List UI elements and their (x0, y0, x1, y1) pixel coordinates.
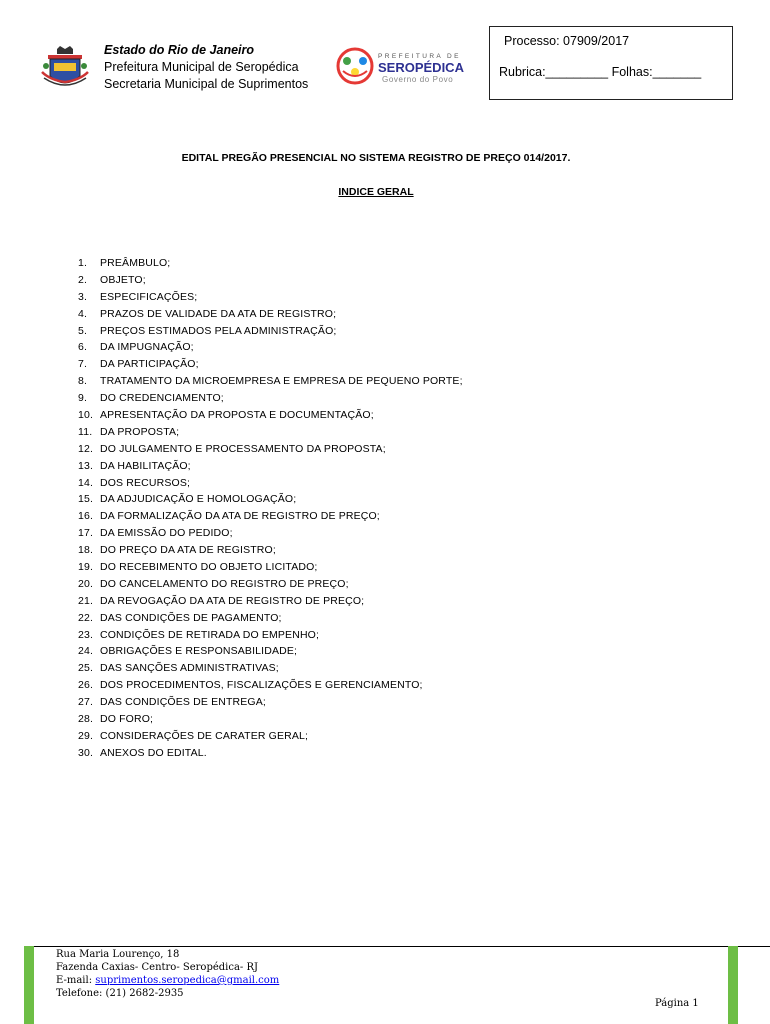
index-item (78, 694, 463, 711)
index-item-number: 14. (78, 476, 94, 489)
footer-bar-left (24, 946, 34, 1024)
prefeitura-name: Prefeitura Municipal de Seropédica (104, 60, 299, 74)
footer-bar-right (728, 946, 738, 1024)
index-item-text: DOS PROCEDIMENTOS, FISCALIZAÇÕES E GERENCIAMENTO; (100, 679, 423, 692)
footer-email-label: E-mail: (56, 975, 96, 986)
index-item (78, 441, 463, 458)
index-item-text: DO RECEBIMENTO DO OBJETO LICITADO; (100, 561, 318, 574)
index-item-text: DOS RECURSOS; (100, 476, 191, 489)
rubrica-line: Rubrica:_________ Folhas:_______ (499, 65, 702, 79)
index-item (78, 458, 463, 475)
index-item-text: DO JULGAMENTO E PROCESSAMENTO DA PROPOSTA; (100, 442, 386, 455)
index-item-text: DAS CONDIÇÕES DE PAGAMENTO; (100, 611, 282, 624)
index-item (78, 491, 463, 508)
index-item (78, 542, 463, 559)
index-item (78, 660, 463, 677)
index-item (78, 508, 463, 525)
footer-email-line (56, 974, 279, 987)
process-number: Processo: 07909/2017 (504, 34, 630, 48)
index-item-number: 19. (78, 561, 94, 574)
index-item-text: TRATAMENTO DA MICROEMPRESA E EMPRESA DE PEQUENO PORTE; (100, 375, 463, 388)
index-item-number: 20. (78, 577, 94, 590)
index-item-number: 25. (78, 662, 94, 675)
index-item-number: 16. (78, 510, 94, 523)
footer-phone: Telefone: (21) 2682-2935 (56, 988, 184, 999)
index-item (78, 728, 463, 745)
index-item (78, 593, 463, 610)
index-item-number: 29. (78, 729, 94, 742)
index-item (78, 643, 463, 660)
index-item-number: 13. (78, 459, 94, 472)
index-item (78, 711, 463, 728)
index-item (78, 373, 463, 390)
index-item-number: 30. (78, 746, 94, 759)
index-item-number: 22. (78, 611, 94, 624)
index-item-text: PRAZOS DE VALIDADE DA ATA DE REGISTRO; (100, 307, 337, 320)
footer-street: Rua Maria Lourenço, 18 (56, 949, 180, 960)
index-item-number: 27. (78, 696, 94, 709)
footer-address (56, 948, 279, 1000)
process-box (489, 26, 733, 100)
index-item-text: PREÇOS ESTIMADOS PELA ADMINISTRAÇÃO; (100, 324, 337, 337)
index-title: INDICE GERAL (338, 186, 414, 198)
index-item (78, 289, 463, 306)
index-item (78, 339, 463, 356)
index-item (78, 610, 463, 627)
index-item-text: DA PARTICIPAÇÃO; (100, 358, 199, 371)
index-item-number: 5. (78, 324, 88, 337)
index-item-text: OBRIGAÇÕES E RESPONSABILIDADE; (100, 645, 298, 658)
index-item-number: 23. (78, 628, 94, 641)
index-item (78, 356, 463, 373)
footer-district: Fazenda Caxias- Centro- Seropédica- RJ (56, 962, 259, 973)
prefeitura-logo (336, 47, 466, 85)
index-item-number: 1. (78, 257, 88, 269)
index-item-number: 6. (78, 341, 88, 354)
header-text (104, 42, 308, 93)
index-item-text: DO PREÇO DA ATA DE REGISTRO; (100, 544, 276, 557)
index-item-text: DO FORO; (100, 713, 154, 726)
index-item-number: 9. (78, 392, 88, 405)
index-item (78, 525, 463, 542)
index-item-number: 15. (78, 493, 94, 506)
footer-email-link[interactable]: suprimentos.seropedica@gmail.com (95, 975, 280, 986)
logo-top-text: PREFEITURA DE (378, 53, 461, 60)
index-item-text: CONDIÇÕES DE RETIRADA DO EMPENHO; (100, 628, 320, 641)
index-item (78, 475, 463, 492)
index-item-text: ESPECIFICAÇÕES; (100, 290, 198, 303)
logo-name: SEROPÉDICA (378, 60, 464, 75)
index-item-text: DO CREDENCIAMENTO; (100, 392, 224, 405)
index-item (78, 745, 463, 762)
index-item-text: DA FORMALIZAÇÃO DA ATA DE REGISTRO DE PREÇO; (100, 510, 380, 523)
index-item-text: DO CANCELAMENTO DO REGISTRO DE PREÇO; (100, 577, 349, 590)
index-list (78, 255, 463, 762)
index-item-text: DA HABILITAÇÃO; (100, 459, 191, 472)
index-item-text: DA REVOGAÇÃO DA ATA DE REGISTRO DE PREÇO; (100, 594, 365, 607)
index-item-number: 17. (78, 527, 94, 540)
index-item-number: 10. (78, 409, 94, 422)
index-item-number: 26. (78, 679, 94, 692)
index-item (78, 576, 463, 593)
index-item (78, 272, 463, 289)
index-item-number: 7. (78, 358, 88, 371)
index-item-text: DA IMPUGNAÇÃO; (100, 341, 194, 354)
index-item (78, 306, 463, 323)
index-item-text: DAS CONDIÇÕES DE ENTREGA; (100, 696, 266, 709)
coat-of-arms-icon (40, 46, 90, 92)
index-item-number: 21. (78, 594, 94, 607)
index-item-text: ANEXOS DO EDITAL. (100, 746, 207, 759)
index-item-text: PREÂMBULO; (100, 257, 171, 269)
index-item (78, 627, 463, 644)
index-item-number: 24. (78, 645, 94, 658)
page-number: Página 1 (655, 998, 699, 1009)
index-item-number: 8. (78, 375, 88, 388)
logo-tagline: Governo do Povo (382, 75, 454, 84)
index-item (78, 407, 463, 424)
index-item-text: DAS SANÇÕES ADMINISTRATIVAS; (100, 662, 279, 675)
index-item (78, 390, 463, 407)
index-item (78, 424, 463, 441)
index-item-text: DA EMISSÃO DO PEDIDO; (100, 527, 233, 540)
index-item (78, 677, 463, 694)
index-item-number: 18. (78, 544, 94, 557)
index-item-number: 12. (78, 442, 94, 455)
index-item-text: OBJETO; (100, 273, 146, 286)
index-item (78, 255, 463, 272)
footer-rule (24, 946, 770, 947)
index-item-number: 28. (78, 713, 94, 726)
document-title: EDITAL PREGÃO PRESENCIAL NO SISTEMA REGISTRO DE PREÇO 014/2017. (181, 152, 571, 164)
index-item (78, 323, 463, 340)
state-name: Estado do Rio de Janeiro (104, 43, 255, 57)
index-item (78, 559, 463, 576)
index-item-number: 4. (78, 307, 88, 320)
index-item-text: DA PROPOSTA; (100, 425, 180, 438)
index-item-number: 3. (78, 290, 88, 303)
index-item-number: 11. (78, 425, 93, 438)
index-item-number: 2. (78, 273, 88, 286)
index-item-text: APRESENTAÇÃO DA PROPOSTA E DOCUMENTAÇÃO; (100, 409, 374, 422)
index-item-text: CONSIDERAÇÕES DE CARATER GERAL; (100, 729, 309, 742)
secretaria-name: Secretaria Municipal de Suprimentos (104, 77, 309, 91)
index-item-text: DA ADJUDICAÇÃO E HOMOLOGAÇÃO; (100, 493, 297, 506)
